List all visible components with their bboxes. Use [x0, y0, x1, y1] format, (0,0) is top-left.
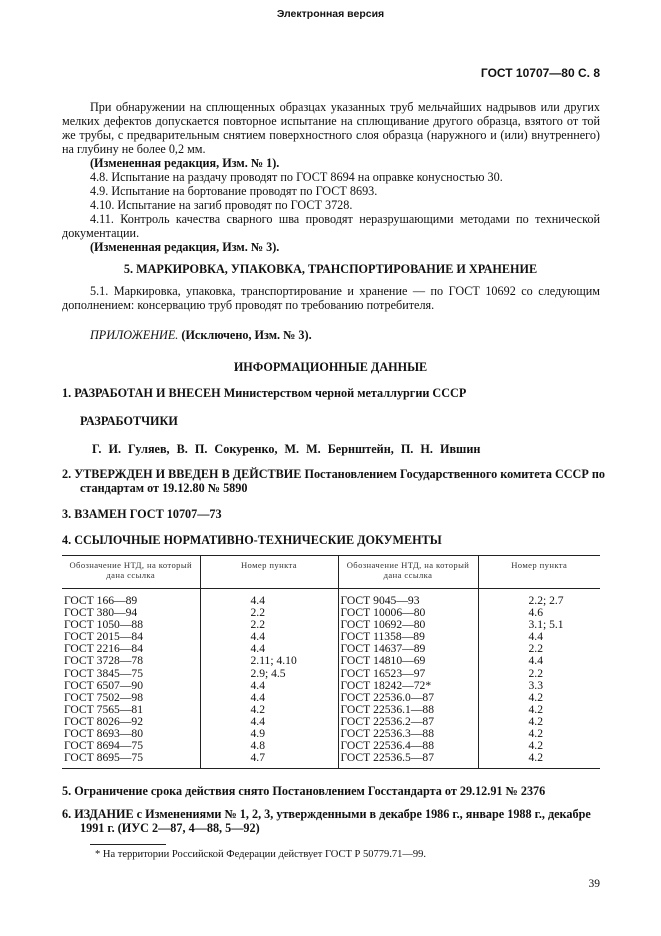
ref-doc-left: ГОСТ 2015—84: [64, 630, 144, 644]
ref-clause-right: 4.2: [478, 692, 600, 704]
ref-clause-left: 2.2: [200, 607, 338, 619]
section-5-heading: 5. МАРКИРОВКА, УПАКОВКА, ТРАНСПОРТИРОВАНИЕ И ХРАНЕНИЕ: [123, 262, 538, 276]
ref-clause-right: 4.2: [478, 752, 600, 769]
table-row: [62, 655, 600, 667]
ref-doc-right: ГОСТ 16523—97: [338, 668, 478, 680]
developers-label: РАЗРАБОТЧИКИ: [80, 414, 178, 428]
table-row: [62, 589, 600, 608]
ref-doc-right: ГОСТ 22536.0—87: [338, 692, 478, 704]
clause-5-1: 5.1. Маркировка, упаковка, транспортирование и хранение — по ГОСТ 10692 со следующим дополнением: консервацию труб проводят по требованию потребителя.: [62, 284, 600, 312]
table-row: [62, 752, 600, 769]
ref-doc-right: ГОСТ 14810—69: [338, 655, 478, 667]
info-item-1: 1. РАЗРАБОТАН И ВНЕСЕН Министерством черной металлургии СССР: [62, 386, 467, 400]
paragraph-flattening-retest: При обнаружении на сплющенных образцах указанных труб мельчайших надрывов или других мелких дефектов допускается повторное испытание на сплющивание другого образца, взятого от той же трубы, с предварительным снятием поверхностного слоя образца (наружного и (или) внутреннего) на глубину не более 0,2 мм.: [62, 100, 600, 156]
ref-doc-right: ГОСТ 10692—80: [338, 619, 478, 631]
ref-doc-left: ГОСТ 8026—92: [64, 714, 144, 728]
info-item-3: 3. ВЗАМЕН ГОСТ 10707—73: [62, 507, 222, 521]
info-item-2-line2: стандартам от 19.12.80 № 5890: [80, 481, 248, 495]
ref-doc-left: ГОСТ 7502—98: [64, 690, 144, 704]
ref-doc-left: ГОСТ 2216—84: [64, 642, 144, 656]
ref-doc-right: ГОСТ 11358—89: [338, 631, 478, 643]
ref-clause-left: 4.4: [200, 716, 338, 728]
ref-doc-left: ГОСТ 380—94: [64, 606, 138, 620]
ref-clause-left: 2.2: [200, 619, 338, 631]
ref-clause-right: 4.2: [478, 716, 600, 728]
table-header-designation-left: Обозначение НТД, на который дана ссылка: [62, 556, 200, 589]
ref-clause-left: 2.9; 4.5: [200, 668, 338, 680]
table-body: [62, 589, 600, 769]
table-header-clause-right: Номер пункта: [478, 556, 600, 589]
ref-clause-right: 4.4: [478, 631, 600, 643]
ref-doc-left: ГОСТ 6507—90: [64, 678, 144, 692]
info-data-heading: ИНФОРМАЦИОННЫЕ ДАННЫЕ: [233, 360, 428, 374]
ref-doc-right: ГОСТ 22536.5—87: [338, 752, 478, 769]
clause-4-10: 4.10. Испытание на загиб проводят по ГОСТ 3728.: [90, 198, 353, 212]
developers-names: Г. И. Гуляев, В. П. Сокуренко, М. М. Бернштейн, П. Н. Ившин: [92, 442, 481, 456]
ref-doc-right: ГОСТ 14637—89: [338, 643, 478, 655]
referenced-documents-table: [62, 555, 600, 769]
ref-clause-left: 4.4: [200, 589, 338, 608]
ref-clause-left: 4.7: [200, 752, 338, 769]
ref-clause-left: 4.4: [200, 692, 338, 704]
ref-clause-right: 4.4: [478, 655, 600, 667]
ref-clause-right: 4.2: [478, 728, 600, 740]
ref-doc-left: ГОСТ 166—89: [64, 594, 138, 607]
info-item-6-line2: 1991 г. (ИУС 2—87, 4—88, 5—92): [80, 821, 260, 835]
info-item-2-line1: 2. УТВЕРЖДЕН И ВВЕДЕН В ДЕЙСТВИЕ Постановлением Государственного комитета СССР по: [62, 467, 605, 481]
ref-doc-right: ГОСТ 9045—93: [338, 589, 478, 608]
ref-clause-right: 2.2: [478, 643, 600, 655]
ref-clause-left: 4.4: [200, 643, 338, 655]
clause-4-9: 4.9. Испытание на бортование проводят по ГОСТ 8693.: [90, 184, 378, 198]
ref-clause-left: 4.4: [200, 631, 338, 643]
ref-clause-right: 4.2: [478, 740, 600, 752]
ref-doc-left: ГОСТ 8693—80: [64, 727, 144, 741]
ref-doc-right: ГОСТ 22536.1—88: [338, 704, 478, 716]
ref-clause-right: 3.1; 5.1: [478, 619, 600, 631]
table-header-clause-left: Номер пункта: [200, 556, 338, 589]
info-item-5: 5. Ограничение срока действия снято Постановлением Госстандарта от 29.12.91 № 2376: [62, 784, 546, 798]
ref-clause-right: 4.6: [478, 607, 600, 619]
ref-doc-left: ГОСТ 3845—75: [64, 666, 144, 680]
appendix-label: ПРИЛОЖЕНИЕ.: [90, 328, 179, 342]
ref-clause-right: 2.2: [478, 668, 600, 680]
ref-doc-right: ГОСТ 22536.2—87: [338, 716, 478, 728]
ref-clause-right: 3.3: [478, 680, 600, 692]
ref-doc-left: ГОСТ 3728—78: [64, 654, 144, 668]
ref-doc-left: ГОСТ 8695—75: [64, 751, 144, 765]
ref-clause-left: 4.8: [200, 740, 338, 752]
appendix-note: [90, 328, 312, 342]
clause-4-11: 4.11. Контроль качества сварного шва проводят неразрушающими методами по технической документации.: [62, 212, 600, 240]
ref-clause-left: 4.4: [200, 680, 338, 692]
amendment-note-1: (Измененная редакция, Изм. № 1).: [90, 156, 280, 170]
electronic-version-label: Электронная версия: [276, 8, 385, 20]
ref-doc-left: ГОСТ 8694—75: [64, 739, 144, 753]
ref-doc-right: ГОСТ 22536.4—88: [338, 740, 478, 752]
running-header: ГОСТ 10707—80 С. 8: [480, 66, 600, 80]
table-row: [62, 668, 600, 680]
ref-doc-left: ГОСТ 1050—88: [64, 618, 144, 632]
ref-clause-left: 4.2: [200, 704, 338, 716]
table-header-designation-right: Обозначение НТД, на который дана ссылка: [338, 556, 478, 589]
clause-4-8: 4.8. Испытание на раздачу проводят по ГОСТ 8694 на оправке конусностью 30.: [90, 170, 503, 184]
info-item-6-line1: 6. ИЗДАНИЕ с Изменениями № 1, 2, 3, утвержденными в декабре 1986 г., январе 1988 г., декабре: [62, 807, 591, 821]
ref-clause-left: 2.11; 4.10: [200, 655, 338, 667]
ref-clause-left: 4.9: [200, 728, 338, 740]
amendment-note-3: (Измененная редакция, Изм. № 3).: [90, 240, 280, 254]
info-item-4: 4. ССЫЛОЧНЫЕ НОРМАТИВНО-ТЕХНИЧЕСКИЕ ДОКУМЕНТЫ: [62, 533, 442, 547]
ref-doc-right: ГОСТ 10006—80: [338, 607, 478, 619]
ref-doc-left: ГОСТ 7565—81: [64, 702, 144, 716]
appendix-status: (Исключено, Изм. № 3).: [181, 328, 312, 342]
table-row: [62, 680, 600, 692]
footnote: * На территории Российской Федерации действует ГОСТ Р 50779.71—99.: [95, 849, 426, 860]
ref-clause-right: 4.2: [478, 704, 600, 716]
ref-doc-right: ГОСТ 22536.3—88: [338, 728, 478, 740]
page-number: 39: [588, 878, 600, 890]
footnote-divider: [90, 844, 166, 845]
ref-doc-right: ГОСТ 18242—72*: [338, 680, 478, 692]
ref-clause-right: 2.2; 2.7: [478, 589, 600, 608]
